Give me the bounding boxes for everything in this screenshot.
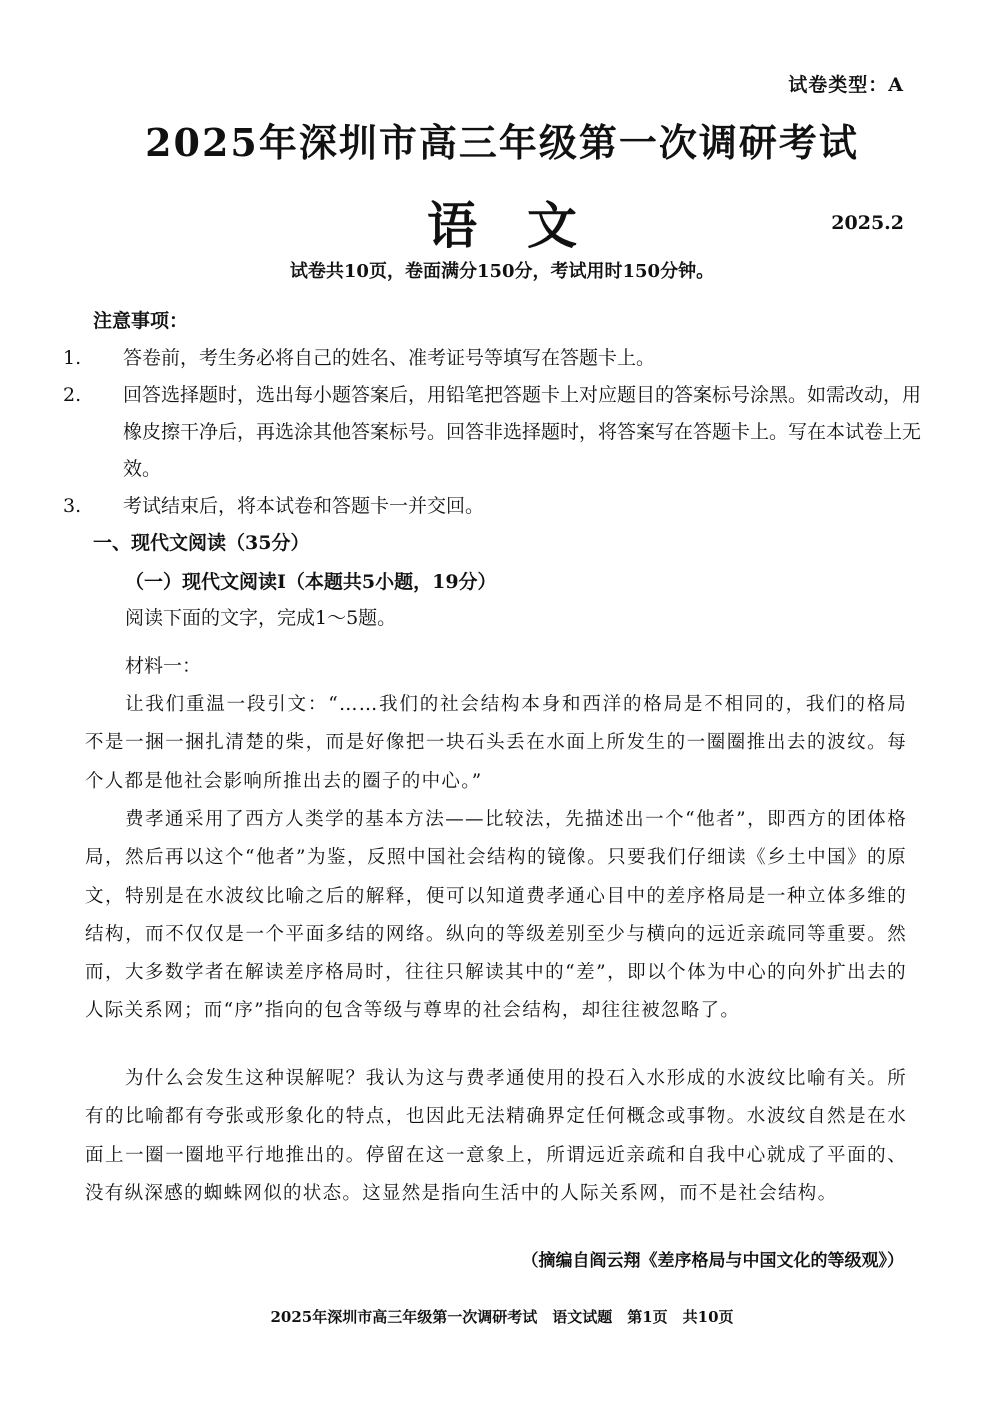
passage-source: （摘编自阎云翔《差序格局与中国文化的等级观》） [521,1251,904,1271]
page-footer: 2025年深圳市高三年级第一次调研考试 语文试题 第1页 共10页 [270,1308,734,1326]
passage-paragraph-1: 让我们重温一段引文：“……我们的社会结构本身和西洋的格局是不相同的，我们的格局不是一捆一捆扎清楚的柴，而是好像把一块石头丢在水面上所发生的一圈圈推出去的波纹。每个人都是他社会影响所推出去的圈子的中心。” [85,694,907,792]
passage-paragraph-2: 费孝通采用了西方人类学的基本方法——比较法，先描述出一个“他者”，即西方的团体格局，然后再以这个“他者”为鉴，反照中国社会结构的镜像。只要我们仔细读《乡土中国》的原文，特别是在水波纹比喻之后的解释，便可以知道费孝通心目中的差序格局是一种立体多维的结构，而不仅仅是一个平面多结的网络。纵向的等级差别至少与横向的远近亲疏同等重要。然而，大多数学者在解读差序格局时，往往只解读其中的“差”，即以个体为中心的向外扩出去的人际关系网；而“序”指向的包含等级与尊卑的社会结构，却往往被忽略了。 [85,809,907,1022]
note-text: 考试结束后，将本试卷和答题卡一并交回。 [123,495,485,517]
note-number: 1. [63,347,82,369]
note-number: 2. [63,384,82,406]
note-item-2 [63,377,938,488]
note-item-3 [63,488,938,525]
passage-paragraph-3: 为什么会发生这种误解呢？我认为这与费孝通使用的投石入水形成的水波纹比喻有关。所有的比喻都有夸张或形象化的特点，也因此无法精确界定任何概念或事物。水波纹自然是在水面上一圈一圈地平行地推出的。停留在这一意象上，所谓远近亲疏和自我中心就成了平面的、没有纵深感的蜘蛛网似的状态。这显然是指向生活中的人际关系网，而不是社会结构。 [85,1068,907,1204]
exam-info: 试卷共10页，卷面满分150分，考试用时150分钟。 [289,261,715,282]
subsection-title: （一）现代文阅读Ⅰ（本题共5小题，19分） [125,571,497,593]
exam-date: 2025.2 [831,212,904,234]
subject-title: 语文 [427,196,627,255]
reading-instruction: 阅读下面的文字，完成1～5题。 [125,607,397,629]
section-title: 一、现代文阅读（35分） [93,532,310,554]
note-item-1 [63,340,938,377]
material-label: 材料一： [125,655,202,677]
notes-heading: 注意事项： [93,310,189,332]
paper-type-label: 试卷类型：A [788,74,904,96]
note-number: 3. [63,495,82,517]
note-text: 回答选择题时，选出每小题答案后，用铅笔把答题卡上对应题目的答案标号涂黑。如需改动，用橡皮擦干净后，再选涂其他答案标号。回答非选择题时，将答案写在答题卡上。写在本试卷上无效。 [123,384,922,480]
note-text: 答卷前，考生务必将自己的姓名、准考证号等填写在答题卡上。 [123,347,656,369]
exam-title: 2025年深圳市高三年级第一次调研考试 [145,120,859,165]
